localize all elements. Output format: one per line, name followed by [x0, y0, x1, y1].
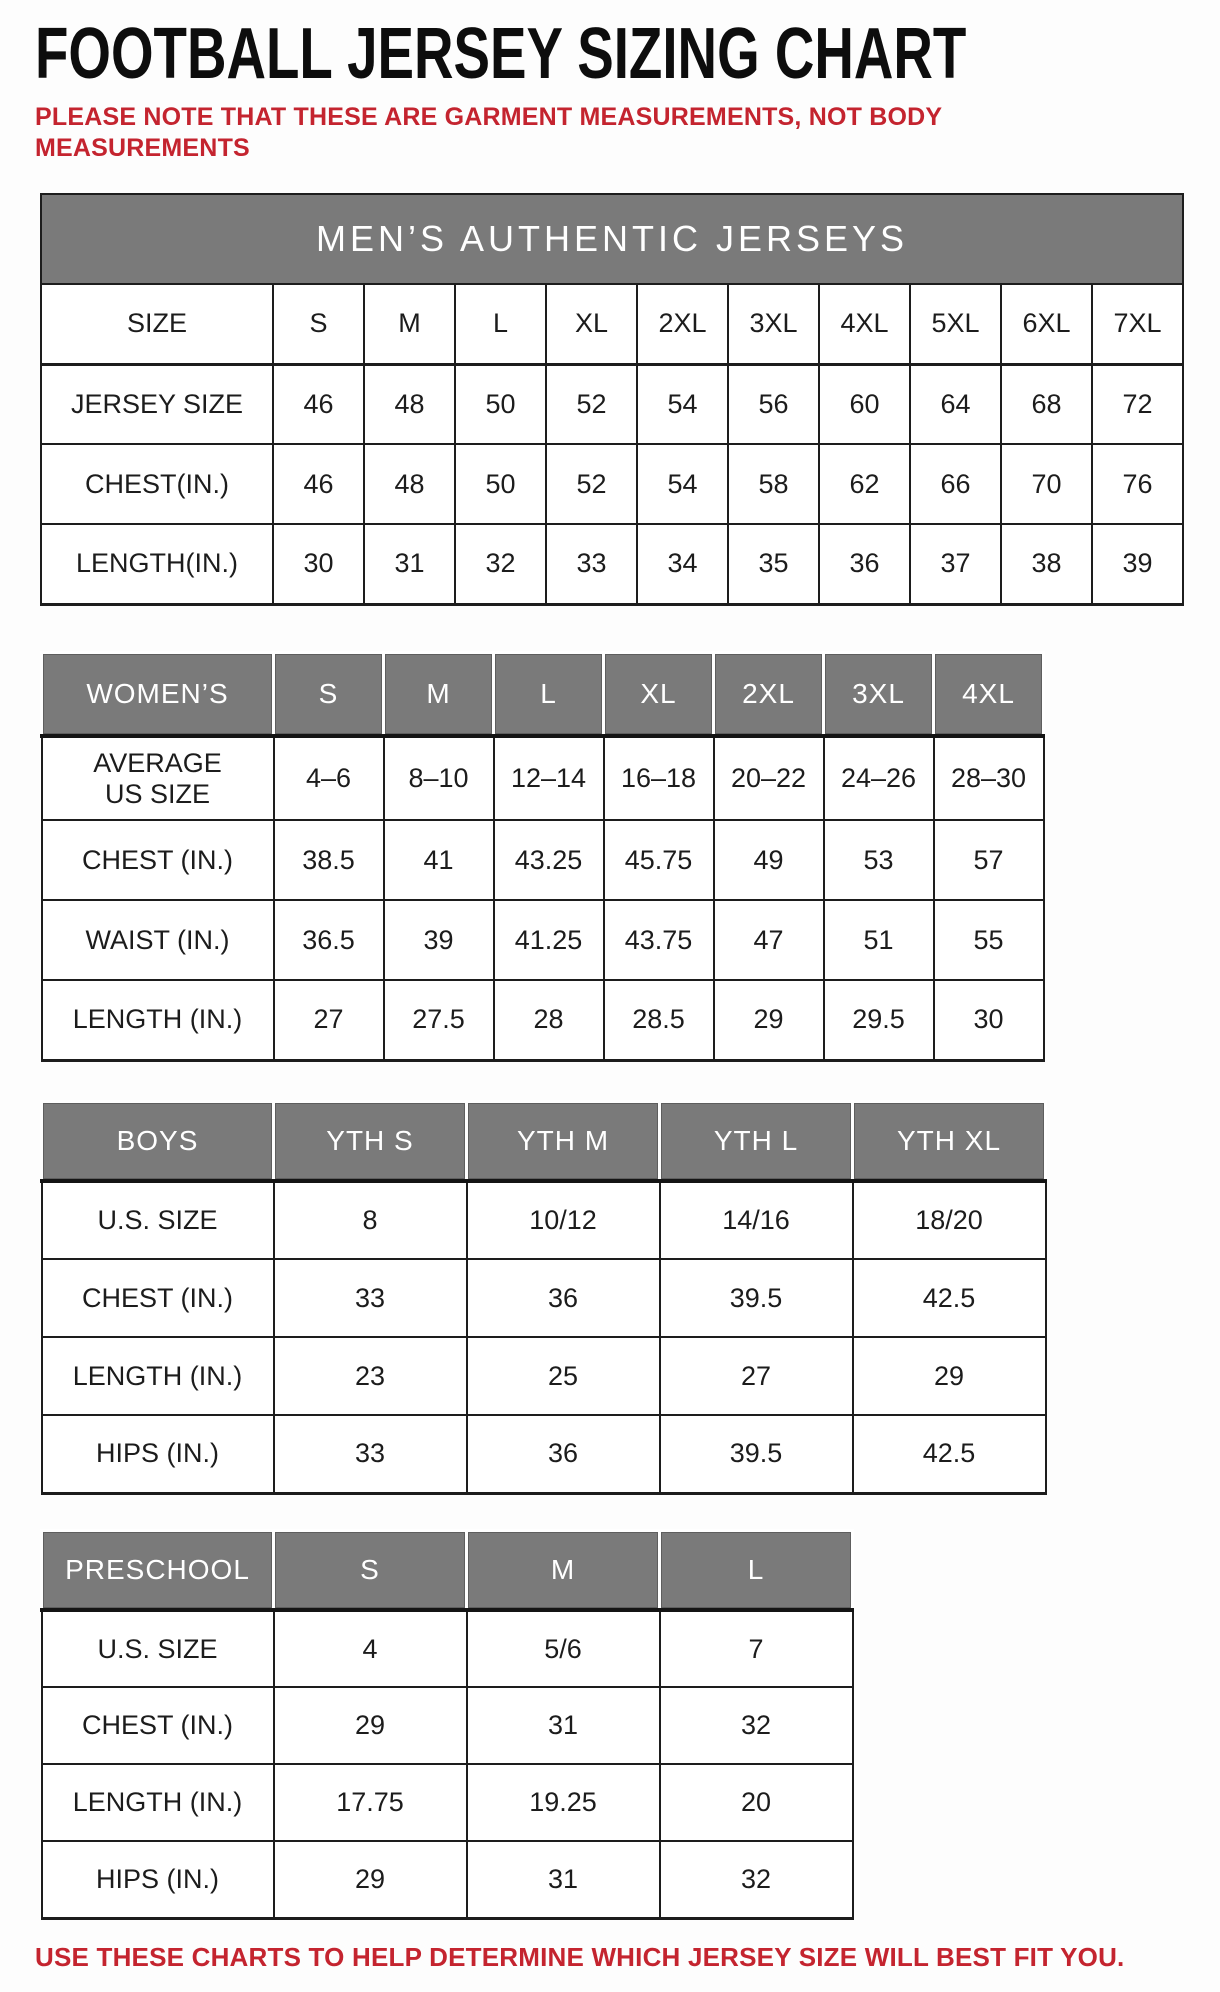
size-value-cell: 68	[1001, 364, 1092, 444]
mens-table-title: MEN’S AUTHENTIC JERSEYS	[41, 194, 1183, 284]
row-label: LENGTH (IN.)	[42, 980, 274, 1060]
size-value-cell: 31	[467, 1687, 660, 1764]
size-column-header: YTH L	[660, 1101, 853, 1181]
page-title	[35, 14, 1220, 94]
size-value-cell: 52	[546, 364, 637, 444]
size-value-cell: M	[364, 284, 455, 364]
size-column-header: 2XL	[714, 652, 824, 736]
table-row	[42, 820, 1044, 900]
table-row	[41, 284, 1183, 364]
size-value-cell: 2XL	[637, 284, 728, 364]
size-value-cell: 8–10	[384, 736, 494, 820]
size-value-cell: 33	[546, 524, 637, 604]
size-value-cell: 50	[455, 364, 546, 444]
size-value-cell: 31	[467, 1841, 660, 1918]
size-value-cell: 5/6	[467, 1610, 660, 1687]
row-label: CHEST(IN.)	[41, 444, 273, 524]
table-corner-label: BOYS	[42, 1101, 274, 1181]
table-row	[42, 900, 1044, 980]
footer-note: USE THESE CHARTS TO HELP DETERMINE WHICH JERSEY SIZE WILL BEST FIT YOU.	[35, 1941, 1125, 1972]
size-value-cell: 27	[660, 1337, 853, 1415]
size-value-cell: 47	[714, 900, 824, 980]
size-value-cell: 46	[273, 364, 364, 444]
size-value-cell: 57	[934, 820, 1044, 900]
size-value-cell: 18/20	[853, 1181, 1046, 1259]
mens-authentic-jerseys-table	[40, 193, 1184, 606]
size-value-cell: 48	[364, 364, 455, 444]
size-value-cell: 66	[910, 444, 1001, 524]
size-value-cell: 36	[819, 524, 910, 604]
size-value-cell: 39.5	[660, 1415, 853, 1493]
table-row	[41, 444, 1183, 524]
size-value-cell: 42.5	[853, 1415, 1046, 1493]
size-value-cell: 29	[714, 980, 824, 1060]
size-value-cell: 56	[728, 364, 819, 444]
size-value-cell: 32	[660, 1841, 853, 1918]
size-value-cell: 35	[728, 524, 819, 604]
size-value-cell: 49	[714, 820, 824, 900]
size-value-cell: 7XL	[1092, 284, 1183, 364]
table-corner-label: PRESCHOOL	[42, 1530, 274, 1610]
size-value-cell: L	[455, 284, 546, 364]
size-value-cell: S	[273, 284, 364, 364]
garment-note-line1: PLEASE NOTE THAT THESE ARE GARMENT MEASUREMENTS, NOT BODY	[35, 103, 943, 131]
size-column-header: YTH M	[467, 1101, 660, 1181]
size-value-cell: 27.5	[384, 980, 494, 1060]
preschool-table	[40, 1529, 854, 1920]
size-value-cell: 52	[546, 444, 637, 524]
womens-table-header-row	[42, 652, 1044, 736]
table-row	[42, 736, 1044, 820]
size-value-cell: 43.25	[494, 820, 604, 900]
size-value-cell: 46	[273, 444, 364, 524]
size-value-cell: 42.5	[853, 1259, 1046, 1337]
size-value-cell: 39	[384, 900, 494, 980]
boys-table-header-row	[42, 1101, 1046, 1181]
size-value-cell: 64	[910, 364, 1001, 444]
size-value-cell: 29.5	[824, 980, 934, 1060]
size-value-cell: XL	[546, 284, 637, 364]
boys-table	[40, 1100, 1047, 1495]
size-value-cell: 23	[274, 1337, 467, 1415]
size-value-cell: 58	[728, 444, 819, 524]
size-value-cell: 5XL	[910, 284, 1001, 364]
size-value-cell: 37	[910, 524, 1001, 604]
row-label: WAIST (IN.)	[42, 900, 274, 980]
size-value-cell: 20	[660, 1764, 853, 1841]
size-value-cell: 76	[1092, 444, 1183, 524]
size-column-header: YTH S	[274, 1101, 467, 1181]
size-value-cell: 29	[853, 1337, 1046, 1415]
size-value-cell: 31	[364, 524, 455, 604]
size-value-cell: 4XL	[819, 284, 910, 364]
size-value-cell: 29	[274, 1841, 467, 1918]
size-column-header: M	[467, 1530, 660, 1610]
size-value-cell: 7	[660, 1610, 853, 1687]
size-value-cell: 28	[494, 980, 604, 1060]
garment-note-line2: MEASUREMENTS	[35, 133, 250, 162]
row-label: HIPS (IN.)	[42, 1841, 274, 1918]
size-value-cell: 50	[455, 444, 546, 524]
size-value-cell: 10/12	[467, 1181, 660, 1259]
size-value-cell: 32	[455, 524, 546, 604]
row-label: JERSEY SIZE	[41, 364, 273, 444]
size-column-header: YTH XL	[853, 1101, 1046, 1181]
size-column-header: L	[494, 652, 604, 736]
size-column-header: L	[660, 1530, 853, 1610]
table-row	[42, 1415, 1046, 1493]
row-label: LENGTH (IN.)	[42, 1337, 274, 1415]
size-value-cell: 30	[273, 524, 364, 604]
size-value-cell: 39	[1092, 524, 1183, 604]
size-value-cell: 48	[364, 444, 455, 524]
page-title-text: FOOTBALL JERSEY SIZING CHART	[35, 14, 967, 94]
table-row	[42, 1687, 853, 1764]
size-value-cell: 54	[637, 444, 728, 524]
size-value-cell: 30	[934, 980, 1044, 1060]
size-value-cell: 24–26	[824, 736, 934, 820]
garment-note	[35, 102, 1220, 163]
size-column-header: XL	[604, 652, 714, 736]
size-value-cell: 43.75	[604, 900, 714, 980]
table-row	[42, 1764, 853, 1841]
size-value-cell: 39.5	[660, 1259, 853, 1337]
size-value-cell: 55	[934, 900, 1044, 980]
row-label: U.S. SIZE	[42, 1610, 274, 1687]
size-value-cell: 17.75	[274, 1764, 467, 1841]
table-row	[41, 364, 1183, 444]
size-value-cell: 36	[467, 1415, 660, 1493]
size-column-header: S	[274, 1530, 467, 1610]
size-value-cell: 19.25	[467, 1764, 660, 1841]
size-value-cell: 53	[824, 820, 934, 900]
size-value-cell: 51	[824, 900, 934, 980]
size-column-header: 4XL	[934, 652, 1044, 736]
row-label: CHEST (IN.)	[42, 820, 274, 900]
size-value-cell: 41.25	[494, 900, 604, 980]
table-row	[42, 1337, 1046, 1415]
size-value-cell: 33	[274, 1259, 467, 1337]
size-value-cell: 36.5	[274, 900, 384, 980]
mens-table-title-row	[41, 194, 1183, 284]
size-column-header: 3XL	[824, 652, 934, 736]
size-value-cell: 72	[1092, 364, 1183, 444]
size-value-cell: 4–6	[274, 736, 384, 820]
row-label: CHEST (IN.)	[42, 1259, 274, 1337]
row-label: CHEST (IN.)	[42, 1687, 274, 1764]
size-column-header: S	[274, 652, 384, 736]
size-value-cell: 28.5	[604, 980, 714, 1060]
size-value-cell: 60	[819, 364, 910, 444]
size-value-cell: 54	[637, 364, 728, 444]
size-value-cell: 16–18	[604, 736, 714, 820]
size-value-cell: 6XL	[1001, 284, 1092, 364]
table-corner-label: WOMEN’S	[42, 652, 274, 736]
size-value-cell: 33	[274, 1415, 467, 1493]
size-value-cell: 4	[274, 1610, 467, 1687]
size-value-cell: 29	[274, 1687, 467, 1764]
size-value-cell: 12–14	[494, 736, 604, 820]
size-value-cell: 3XL	[728, 284, 819, 364]
size-value-cell: 34	[637, 524, 728, 604]
size-value-cell: 38.5	[274, 820, 384, 900]
row-label: LENGTH(IN.)	[41, 524, 273, 604]
size-value-cell: 70	[1001, 444, 1092, 524]
table-row	[42, 980, 1044, 1060]
size-value-cell: 28–30	[934, 736, 1044, 820]
table-row	[42, 1610, 853, 1687]
size-value-cell: 8	[274, 1181, 467, 1259]
size-value-cell: 20–22	[714, 736, 824, 820]
table-row	[42, 1181, 1046, 1259]
row-label: HIPS (IN.)	[42, 1415, 274, 1493]
table-row	[42, 1259, 1046, 1337]
preschool-table-header-row	[42, 1530, 853, 1610]
size-value-cell: 62	[819, 444, 910, 524]
size-value-cell: 36	[467, 1259, 660, 1337]
size-value-cell: 45.75	[604, 820, 714, 900]
size-column-header: M	[384, 652, 494, 736]
womens-table	[40, 651, 1045, 1062]
size-value-cell: 27	[274, 980, 384, 1060]
size-value-cell: 25	[467, 1337, 660, 1415]
size-value-cell: 32	[660, 1687, 853, 1764]
size-value-cell: 14/16	[660, 1181, 853, 1259]
row-label: LENGTH (IN.)	[42, 1764, 274, 1841]
table-row	[41, 524, 1183, 604]
size-value-cell: 38	[1001, 524, 1092, 604]
row-label: AVERAGE US SIZE	[42, 736, 274, 820]
size-value-cell: 41	[384, 820, 494, 900]
table-row	[42, 1841, 853, 1918]
row-label: SIZE	[41, 284, 273, 364]
row-label: U.S. SIZE	[42, 1181, 274, 1259]
